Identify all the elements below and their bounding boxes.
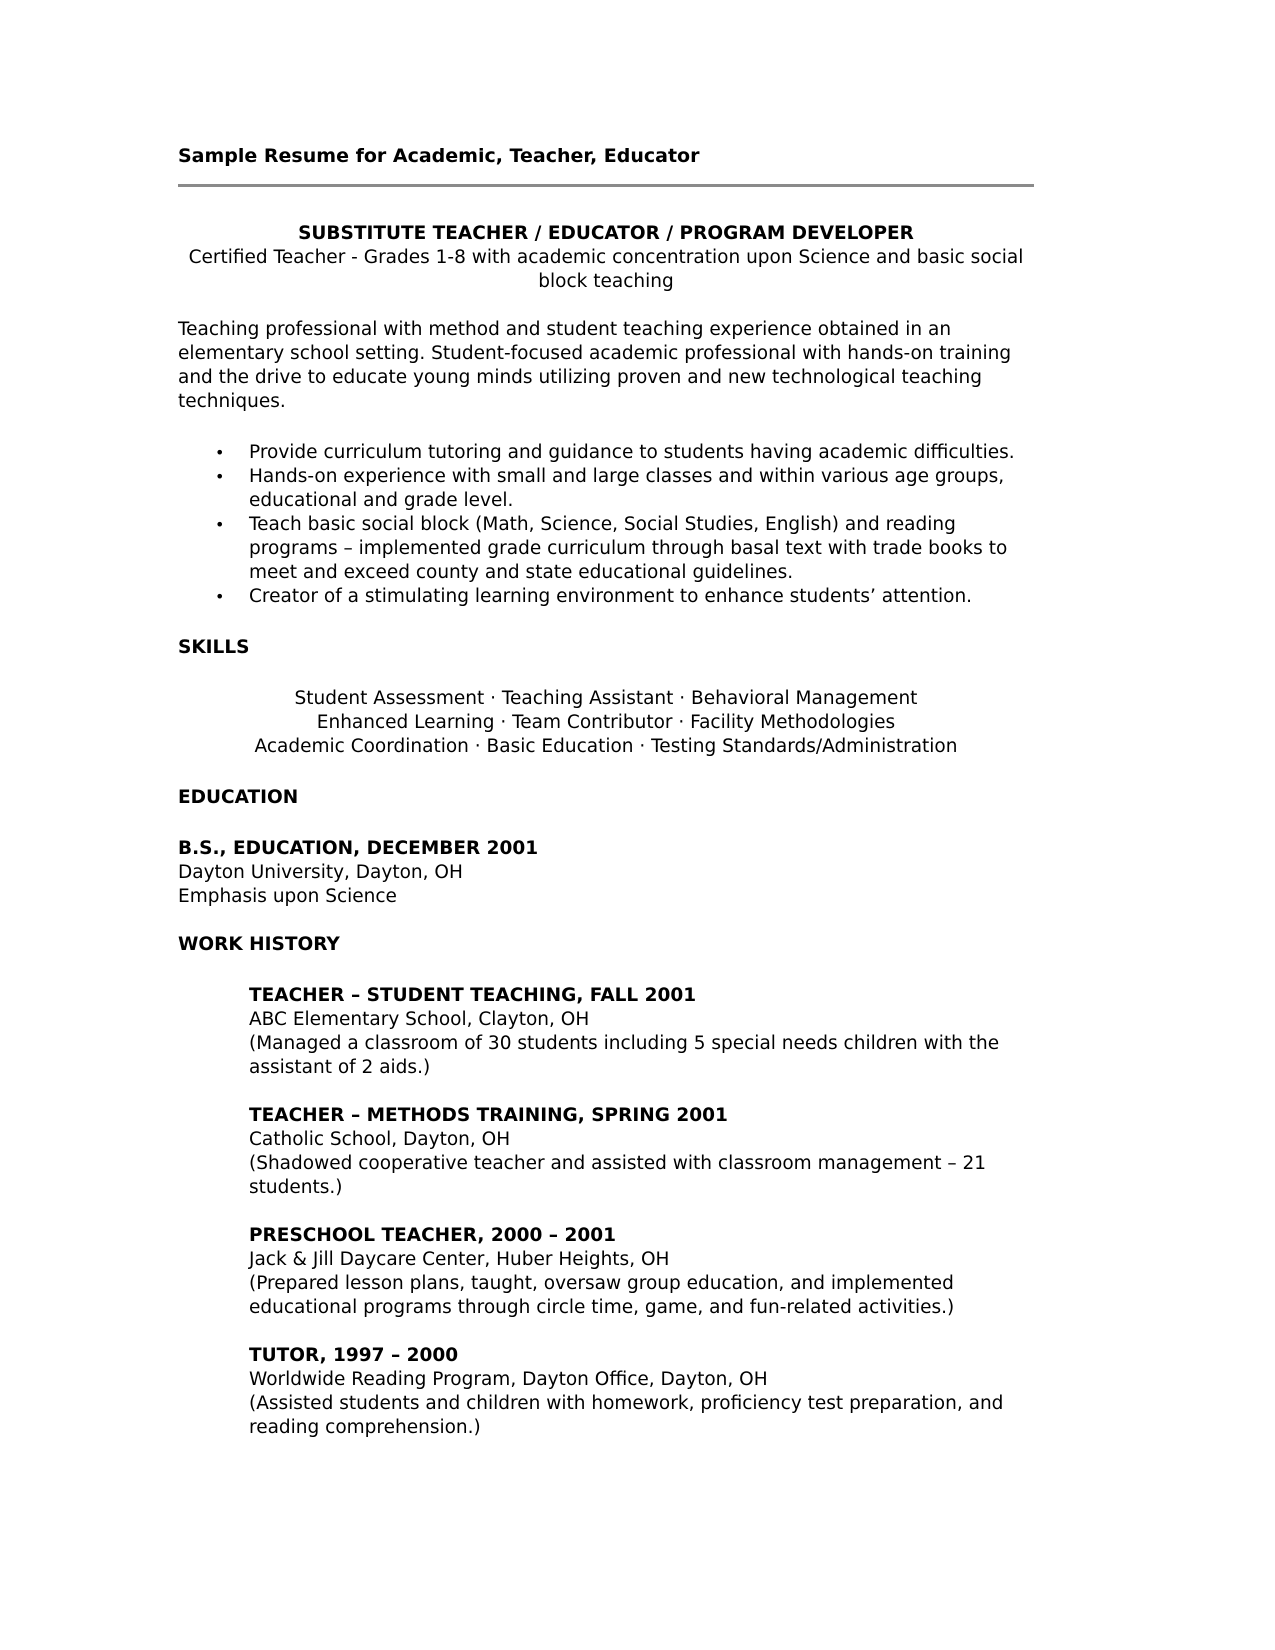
highlights-list xyxy=(178,441,1034,609)
document-title: Sample Resume for Academic, Teacher, Educator xyxy=(178,145,700,167)
job-description: (Assisted students and children with homework, proficiency test preparation, and reading comprehension.) xyxy=(249,1393,1004,1438)
job-employer: Worldwide Reading Program, Dayton Office, Dayton, OH xyxy=(249,1369,768,1390)
resume-subheadline: Certified Teacher - Grades 1-8 with academic concentration upon Science and basic social block teaching xyxy=(188,247,1024,292)
highlight-item xyxy=(178,513,1034,585)
education-emphasis: Emphasis upon Science xyxy=(178,886,397,907)
job-description: (Prepared lesson plans, taught, oversaw group education, and implemented educational programs through circle time, game, and fun-related activities.) xyxy=(249,1273,955,1318)
job-description: (Shadowed cooperative teacher and assisted with classroom management – 21 students.) xyxy=(249,1153,987,1198)
title-divider xyxy=(178,184,1034,187)
education-heading: EDUCATION xyxy=(178,787,299,808)
job-title: TEACHER – METHODS TRAINING, SPRING 2001 xyxy=(249,1105,728,1126)
highlight-item xyxy=(178,585,1034,609)
bullet-icon: • xyxy=(215,515,225,534)
job-title: PRESCHOOL TEACHER, 2000 – 2001 xyxy=(249,1225,616,1246)
bullet-icon: • xyxy=(215,443,225,462)
skills-heading: SKILLS xyxy=(178,637,250,658)
job-employer: ABC Elementary School, Clayton, OH xyxy=(249,1009,590,1030)
highlight-item xyxy=(178,441,1034,465)
skills-line: Academic Coordination · Basic Education · Testing Standards/Administration xyxy=(254,736,958,757)
job-title: TUTOR, 1997 – 2000 xyxy=(249,1345,459,1366)
highlight-text: Hands-on experience with small and large classes and within various age groups, educational and grade level. xyxy=(249,466,1005,511)
work-history-list xyxy=(178,984,1034,1440)
highlight-text: Creator of a stimulating learning environment to enhance students’ attention. xyxy=(249,586,973,607)
skills-line: Enhanced Learning · Team Contributor · Facility Methodologies xyxy=(316,712,896,733)
bullet-icon: • xyxy=(215,587,225,606)
bullet-icon: • xyxy=(215,467,225,486)
resume-content xyxy=(178,222,1034,1464)
education-degree: B.S., EDUCATION, DECEMBER 2001 xyxy=(178,838,539,859)
highlight-item xyxy=(178,465,1034,513)
education-entry xyxy=(178,837,1034,909)
highlight-text: Teach basic social block (Math, Science, Social Studies, English) and reading programs – implemented grade curriculum through basal text with trade books to meet and exceed county and state educational guidelines. xyxy=(249,514,1008,583)
job-entry xyxy=(249,1104,1034,1200)
job-entry xyxy=(249,1224,1034,1320)
highlight-text: Provide curriculum tutoring and guidance to students having academic difficulties. xyxy=(249,442,1015,463)
job-entry xyxy=(249,984,1034,1080)
job-employer: Catholic School, Dayton, OH xyxy=(249,1129,511,1150)
professional-summary: Teaching professional with method and student teaching experience obtained in an elementary school setting. Student-focused academic professional with hands-on training and the drive to educate young minds utilizing proven and new technological teaching techniques. xyxy=(178,319,1012,412)
resume-headline: SUBSTITUTE TEACHER / EDUCATOR / PROGRAM DEVELOPER xyxy=(298,223,914,244)
job-description: (Managed a classroom of 30 students including 5 special needs children with the assistant of 2 aids.) xyxy=(249,1033,1000,1078)
education-school: Dayton University, Dayton, OH xyxy=(178,862,463,883)
job-entry xyxy=(249,1344,1034,1440)
skills-line: Student Assessment · Teaching Assistant · Behavioral Management xyxy=(294,688,918,709)
work-history-heading: WORK HISTORY xyxy=(178,934,340,955)
job-employer: Jack & Jill Daycare Center, Huber Heights, OH xyxy=(249,1249,670,1270)
job-title: TEACHER – STUDENT TEACHING, FALL 2001 xyxy=(249,985,697,1006)
skills-list xyxy=(178,687,1034,759)
